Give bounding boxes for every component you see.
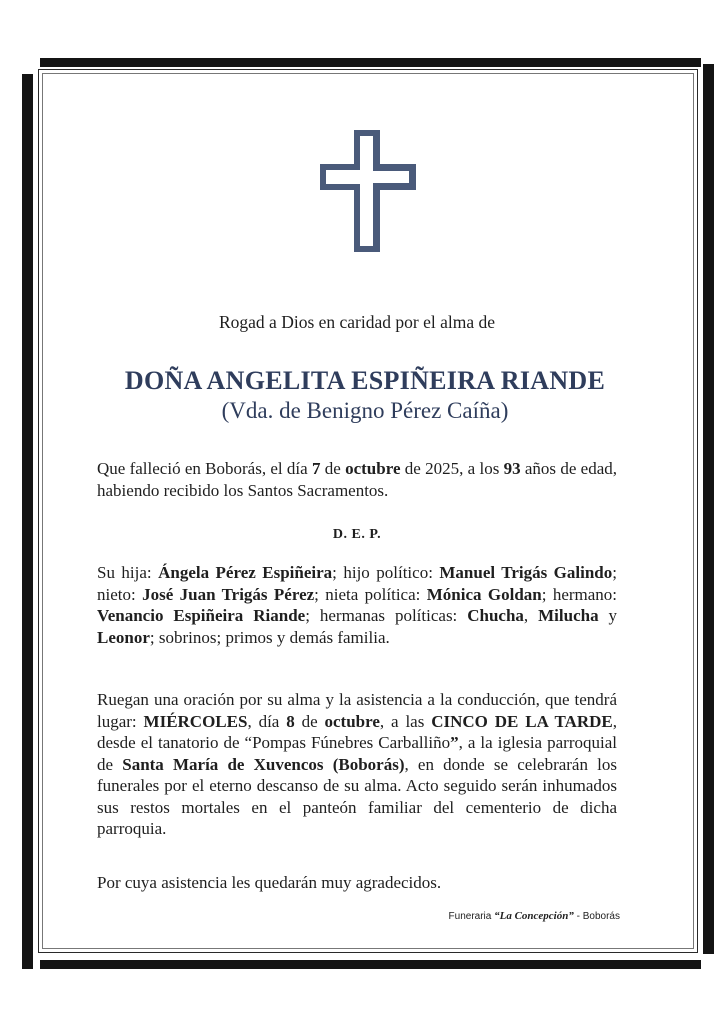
frame-left-bar	[22, 74, 33, 969]
funeral-month: octubre	[324, 711, 380, 731]
church-name: Santa María de Xuvencos (Boborás)	[122, 754, 405, 774]
widow-of: (Vda. de Benigno Pérez Caíña)	[221, 398, 509, 423]
funeral-paragraph: Ruegan una oración por su alma y la asistencia a la conducción, que tendrá lugar: MIÉRCOLES, día 8 de octubre, a las CINCO DE LA TARDE, desde el tanatorio de “Pompas Fúnebres Carballiño”, a la iglesia parroquial de Santa María de Xuvencos (Boborás), en donde se celebrarán los funerales por el eterno descanso de su alma. Acto seguido serán inhumados sus restos mortales en el panteón familiar del cementerio de dicha parroquia.	[97, 690, 617, 838]
frame-top-bar	[40, 58, 701, 67]
funeral-time: CINCO DE LA TARDE	[431, 711, 613, 731]
son-in-law-name: Manuel Trigás Galindo	[439, 563, 613, 582]
daughter-name: Ángela Pérez Espiñeira	[158, 563, 333, 582]
deceased-name: DOÑA ANGELITA ESPIÑEIRA RIANDE	[124, 366, 606, 395]
funeral-weekday: MIÉRCOLES	[143, 711, 248, 731]
death-day: 7	[311, 459, 321, 478]
sister-in-law-2: Milucha	[538, 606, 599, 625]
frame-right-bar	[703, 64, 714, 954]
age: 93	[503, 459, 521, 478]
granddaughter-in-law-name: Mónica Goldan	[426, 584, 542, 604]
brother-name: Venancio Espiñeira Riande	[97, 606, 306, 625]
intro-line: Rogad a Dios en caridad por el alma de	[218, 312, 495, 332]
family-paragraph: Su hija: Ángela Pérez Espiñeira; hijo político: Manuel Trigás Galindo; nieto: José Juan Trigás Pérez; nieta política: Mónica Goldan; hermano: Venancio Espiñeira Riande; hermanas políticas: Chucha, Milucha y Leonor; sobrinos; primos y demás familia.	[97, 563, 618, 647]
thanks-line: Por cuya asistencia les quedarán muy agradecidos.	[97, 873, 442, 892]
death-month: octubre	[345, 459, 401, 478]
funeral-day: 8	[286, 711, 295, 731]
funeral-home-credit: Funeraria “La Concepción” - Boborás	[448, 910, 620, 922]
frame-bottom-bar	[40, 960, 701, 969]
funeral-home-name: “La Concepción”	[494, 910, 574, 922]
dep-abbreviation: D. E. P.	[332, 527, 382, 542]
cross-icon	[318, 126, 418, 256]
sister-in-law-1: Chucha	[467, 606, 524, 625]
sister-in-law-3: Leonor	[97, 627, 150, 647]
grandson-name: José Juan Trigás Pérez	[142, 584, 315, 604]
death-paragraph: Que falleció en Boborás, el día 7 de octubre de 2025, a los 93 años de edad, habiendo recibido los Santos Sacramentos.	[97, 459, 617, 500]
